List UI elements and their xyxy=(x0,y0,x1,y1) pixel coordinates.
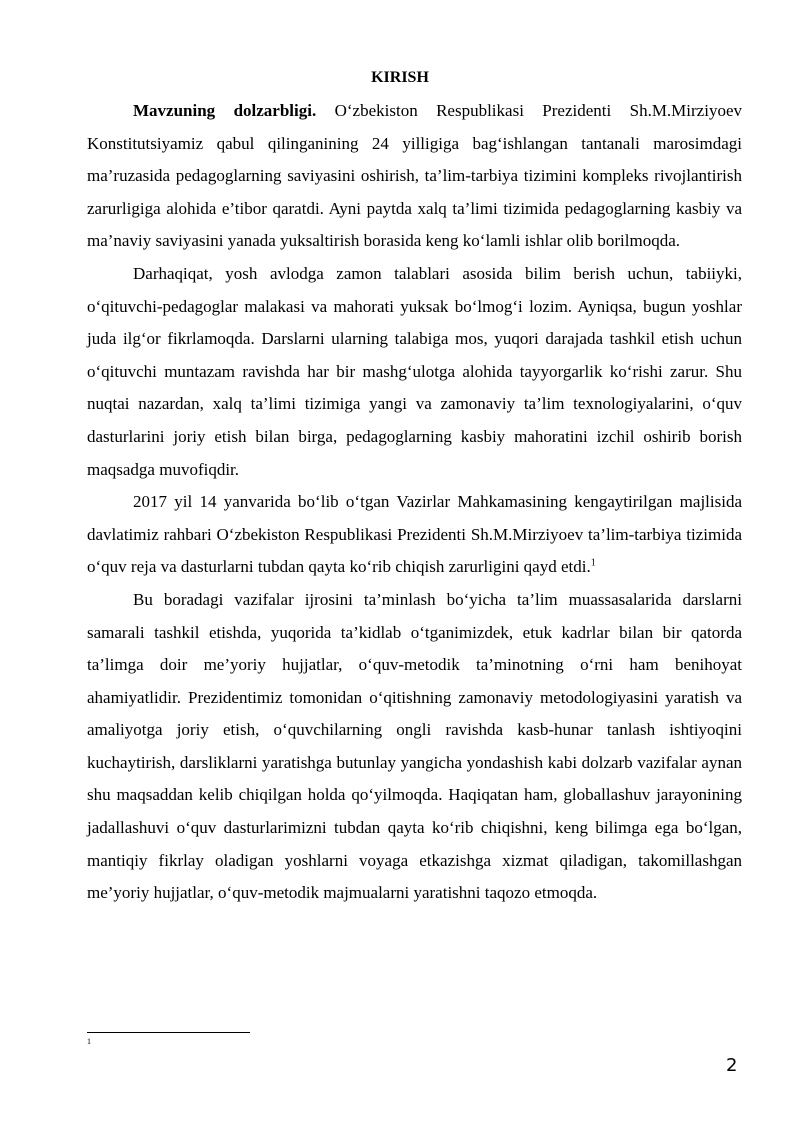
paragraph-teachers xyxy=(87,258,742,486)
paragraph-text: 2017 yil 14 yanvarida bo‘lib o‘tgan Vazirlar Mahkamasining kengaytirilgan majlisida davlatimiz rahbari O‘zbekiston Respublikasi Prezidenti Sh.M.Mirziyoev ta’lim-tarbiya tizimida o‘quv reja va dasturlarni tubdan qayta ko‘rib chiqish zarurligini qayd etdi. xyxy=(87,492,742,577)
paragraph-cabinet-meeting xyxy=(87,486,742,584)
body-text xyxy=(87,95,742,910)
footnote-separator xyxy=(87,1032,250,1033)
paragraph-lead: Mavzuning dolzarbligi. xyxy=(133,101,317,120)
paragraph-text: Bu boradagi vazifalar ijrosini ta’minlash bo‘yicha ta’lim muassasalarida darslarni samarali tashkil etishda, yuqorida ta’kidlab o‘tganimizdek, etuk kadrlar bilan bir qatorda ta’limga doir me’yoriy hujjatlar, o‘quv-metodik ta’minotning o‘rni ham benihoyat ahamiyatlidir. Prezidentimiz tomonidan o‘qitishning zamonaviy metodologiyasini yaratish va amaliyotga joriy etish, o‘quvchilarning ongli ravishda kasb-hunar tanlash ishtiyoqini kuchaytirish, darsliklarni yaratishga butunlay yangicha yondashish kabi dolzarb vazifalar aynan shu maqsaddan kelib chiqilgan holda qo‘yilmoqda. Haqiqatan ham, globallashuv jarayonining jadallashuvi o‘quv dasturlarimizni tubdan qayta ko‘rib chiqishni, keng bilimga ega bo‘lgan, mantiqiy fikrlay oladigan yoshlarni voyaga etkazishga xizmat qiladigan, takomillashgan me’yoriy hujjatlar, o‘quv-metodik majmualarni yaratishni taqozo etmoqda. xyxy=(87,589,742,903)
paragraph-tasks xyxy=(87,584,742,910)
paragraph-relevance xyxy=(87,95,742,258)
paragraph-text: Darhaqiqat, yosh avlodga zamon talablari asosida bilim berish uchun, tabiiyki, o‘qituvchi-pedagoglar malakasi va mahorati yuksak bo‘lmog‘i lozim. Ayniqsa, bugun yoshlar juda ilg‘or fikrlamoqda. Darslarni ularning talabiga mos, yuqori darajada tashkil etish uchun o‘qituvchi muntazam ravishda har bir mashg‘ulotga alohida tayyorgarlik ko‘rishi zarur. Shu nuqtai nazardan, xalq ta’limi tizimiga yangi va zamonaviy ta’lim texnologiyalarini, o‘quv dasturlarini joriy etish bilan birga, pedagoglarning kasbiy mahoratini izchil oshirib borish maqsadga muvofiqdir. xyxy=(87,263,742,479)
page-number: 2 xyxy=(726,1055,738,1076)
paragraph-text: O‘zbekiston Respublikasi Prezidenti Sh.M.Mirziyoev Konstitutsiyamiz qabul qilinganining 24 yilligiga bag‘ishlangan tantanali marosimdagi ma’ruzasida pedagoglarning saviyasini oshirish, ta’lim-tarbiya tizimini kompleks rivojlantirish zarurligiga alohida e’tibor qaratdi. Ayni paytda xalq ta’limi tizimida pedagoglarning kasbiy va ma’naviy saviyasini yanada yuksaltirish borasida keng ko‘lamli ishlar olib borilmoqda. xyxy=(87,101,742,251)
section-heading: KIRISH xyxy=(371,69,429,86)
footnote-reference[interactable]: 1 xyxy=(590,557,596,569)
footnote-mark: 1 xyxy=(87,1037,91,1046)
